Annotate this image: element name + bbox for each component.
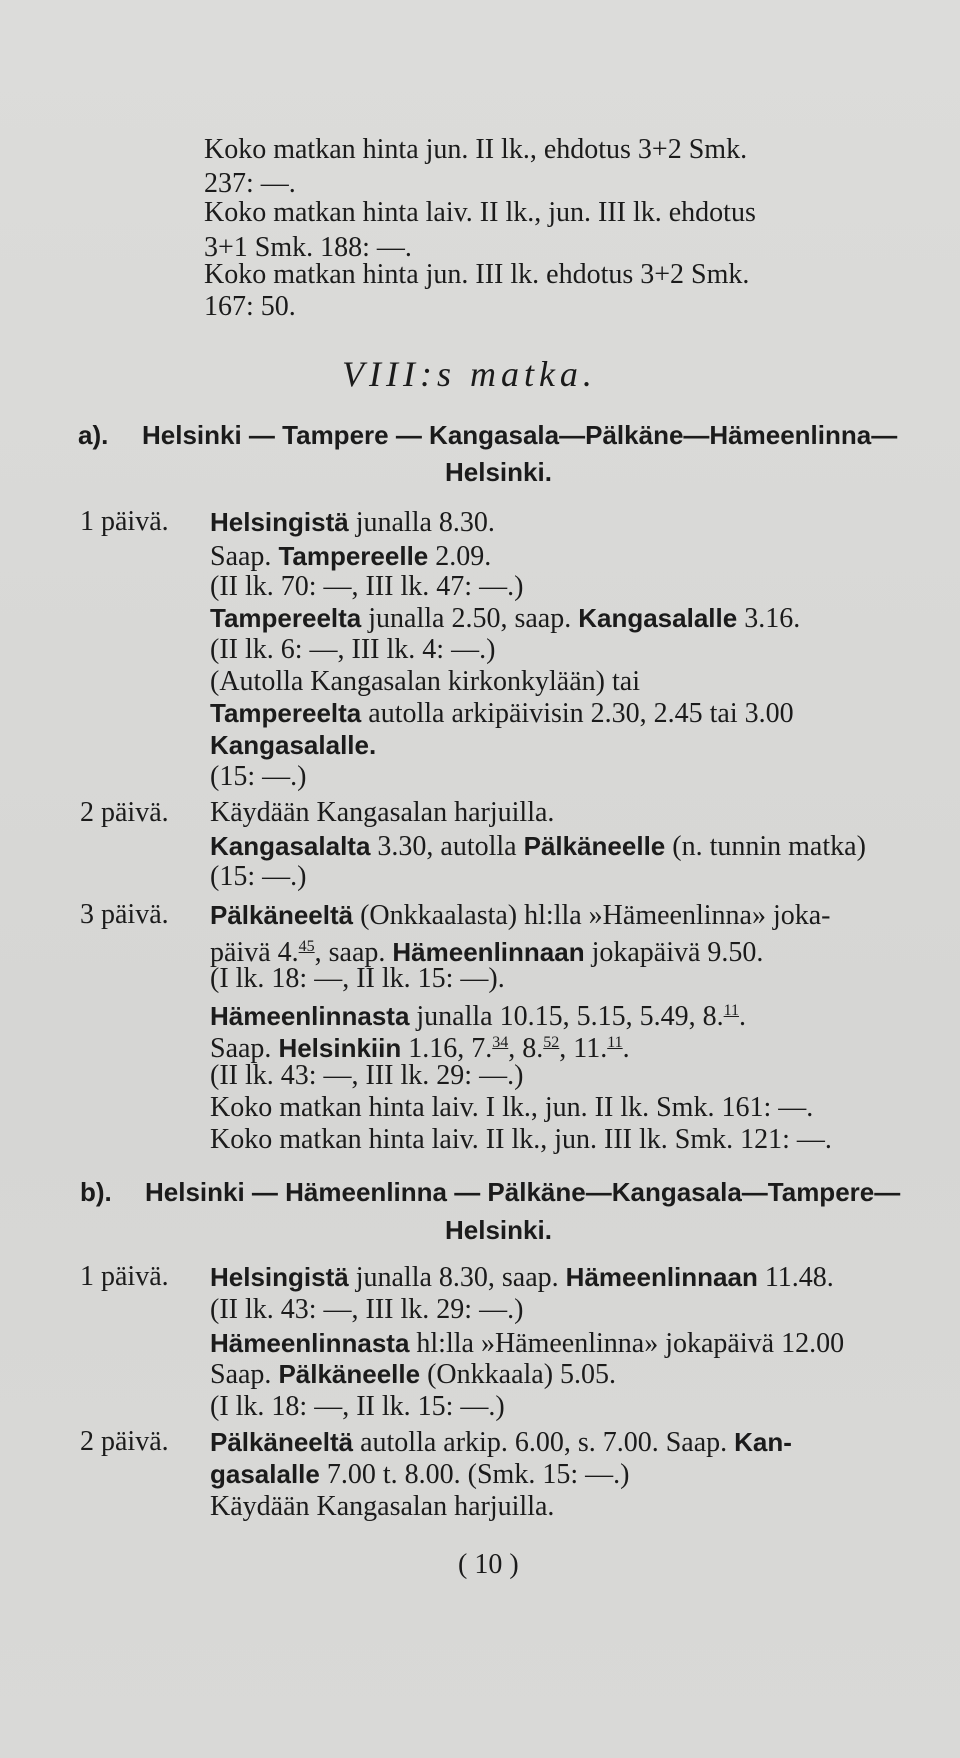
a-day2-line-2: Kangasalalta 3.30, autolla Pälkäneelle (n. tunnin matka)	[210, 831, 866, 862]
a-day3-line-2: päivä 4.45, saap. Hämeenlinnaan jokapäivä 9.50.	[210, 937, 764, 968]
intro-line-6: 167: 50.	[204, 291, 296, 322]
b-day2-line-3: Käydään Kangasalan harjuilla.	[210, 1491, 555, 1522]
b-day2-line-1: Pälkäneeltä autolla arkip. 6.00, s. 7.00. Saap. Kan-	[210, 1427, 792, 1458]
a-day1-line-3: (II lk. 70: —, III lk. 47: —.)	[210, 571, 524, 602]
b-day1-line-5: (I lk. 18: —, II lk. 15: —.)	[210, 1391, 505, 1422]
a-day1-line-6: (Autolla Kangasalan kirkonkylään) tai	[210, 666, 640, 697]
b-day2-label: 2 päivä.	[80, 1426, 169, 1457]
a-day3-line-4: Hämeenlinnasta junalla 10.15, 5.15, 5.49, 8.11.	[210, 1001, 747, 1032]
a-day3-line-6: (II lk. 43: —, III lk. 29: —.)	[210, 1060, 524, 1091]
b-day1-line-3: Hämeenlinnasta hl:lla »Hämeenlinna» jokapäivä 12.00	[210, 1328, 845, 1359]
a-day1-line-8: Kangasalalle.	[210, 730, 377, 760]
intro-line-2: 237: —.	[204, 168, 296, 199]
intro-line-3: Koko matkan hinta laiv. II lk., jun. III lk. ehdotus	[204, 197, 756, 228]
a-day2-line-3: (15: —.)	[210, 861, 307, 892]
intro-line-1: Koko matkan hinta jun. II lk., ehdotus 3+2 Smk.	[204, 134, 748, 165]
a-day3-line-8: Koko matkan hinta laiv. II lk., jun. III lk. Smk. 121: —.	[210, 1124, 832, 1155]
route-a-line-2: Helsinki.	[445, 457, 552, 487]
b-day1-line-2: (II lk. 43: —, III lk. 29: —.)	[210, 1294, 524, 1325]
a-day1-line-4: Tampereelta junalla 2.50, saap. Kangasalalle 3.16.	[210, 603, 801, 634]
b-day1-line-1: Helsingistä junalla 8.30, saap. Hämeenlinnaan 11.48.	[210, 1262, 834, 1293]
route-a-line-1: Helsinki — Tampere — Kangasala—Pälkäne—Hämeenlinna—	[142, 420, 898, 450]
intro-line-5: Koko matkan hinta jun. III lk. ehdotus 3+2 Smk.	[204, 259, 750, 290]
a-day1-line-9: (15: —.)	[210, 761, 307, 792]
a-day3-line-3: (I lk. 18: —, II lk. 15: —).	[210, 963, 505, 994]
route-a-marker: a).	[78, 420, 109, 450]
a-day3-label: 3 päivä.	[80, 899, 169, 930]
b-day1-label: 1 päivä.	[80, 1261, 169, 1292]
a-day2-label: 2 päivä.	[80, 797, 169, 828]
route-b-marker: b).	[80, 1177, 112, 1207]
a-day1-line-5: (II lk. 6: —, III lk. 4: —.)	[210, 634, 496, 665]
a-day1-label: 1 päivä.	[80, 506, 169, 537]
a-day3-line-7: Koko matkan hinta laiv. I lk., jun. II lk. Smk. 161: —.	[210, 1092, 814, 1123]
journey-heading: VIII:s matka.	[342, 354, 597, 394]
a-day2-line-1: Käydään Kangasalan harjuilla.	[210, 797, 555, 828]
a-day3-line-1: Pälkäneeltä (Onkkaalasta) hl:lla »Hämeenlinna» joka-	[210, 900, 831, 931]
intro-line-4: 3+1 Smk. 188: —.	[204, 232, 412, 263]
a-day1-line-1: Helsingistä junalla 8.30.	[210, 507, 495, 538]
a-day1-line-7: Tampereelta autolla arkipäivisin 2.30, 2.45 tai 3.00	[210, 698, 794, 729]
a-day1-line-2: Saap. Tampereelle 2.09.	[210, 541, 492, 572]
page-number: ( 10 )	[458, 1549, 519, 1580]
b-day1-line-4: Saap. Pälkäneelle (Onkkaala) 5.05.	[210, 1359, 617, 1390]
route-b-line-1: Helsinki — Hämeenlinna — Pälkäne—Kangasala—Tampere—	[145, 1177, 901, 1207]
a-day3-line-5: Saap. Helsinkiin 1.16, 7.34, 8.52, 11.11.	[210, 1033, 630, 1064]
route-b-line-2: Helsinki.	[445, 1215, 552, 1245]
b-day2-line-2: gasalalle 7.00 t. 8.00. (Smk. 15: —.)	[210, 1459, 630, 1490]
